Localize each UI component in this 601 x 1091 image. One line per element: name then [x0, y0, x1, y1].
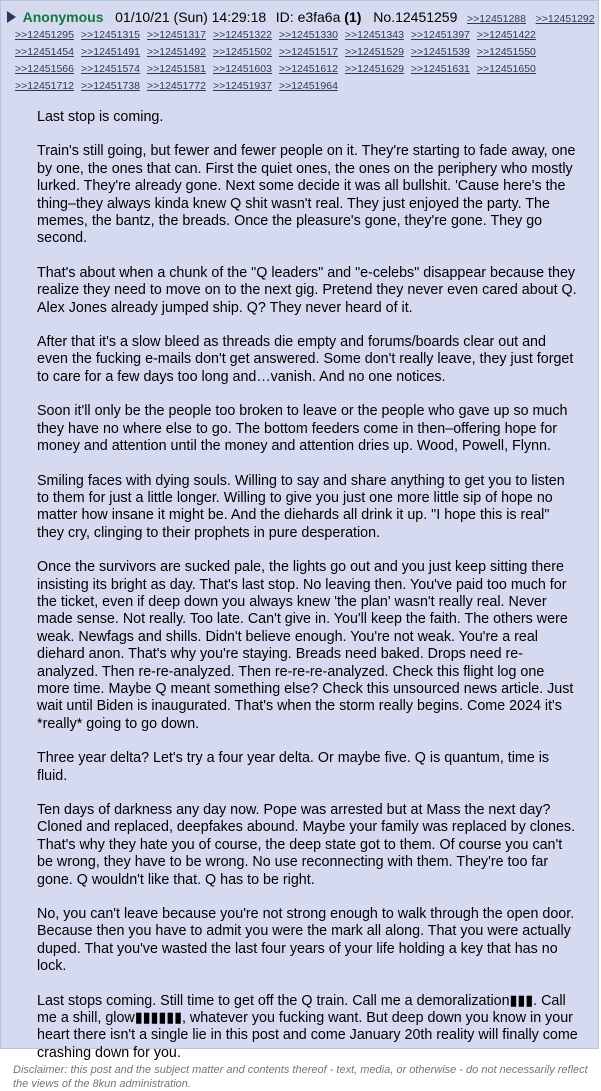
backlink[interactable]: >>12451330 — [278, 29, 338, 41]
backlink[interactable]: >>12451566 — [15, 63, 74, 75]
backlink[interactable]: >>12451712 — [15, 80, 74, 92]
post-menu-arrow-icon[interactable] — [7, 11, 16, 23]
backlink[interactable]: >>12451539 — [410, 46, 470, 58]
backlink[interactable]: >>12451317 — [146, 29, 206, 41]
backlink[interactable]: >>12451550 — [476, 46, 536, 58]
post-date: 01/10/21 (Sun) 14:29:18 — [115, 9, 267, 25]
backlink[interactable]: >>12451517 — [278, 46, 338, 58]
post-paragraph: Ten days of darkness any day now. Pope was arrested but at Mass the next day? Cloned and replaced, deepfakes abound. Maybe your family was replaced by clones. That's why they hate you of course, the deep state got to them. Of course you can't be wrong, they have to be wrong. No use reconnecting with them. They're too far gone. Q wouldn't like that. Q has to be right. — [37, 802, 576, 888]
backlink[interactable]: >>12451581 — [146, 63, 206, 75]
backlink[interactable]: >>12451295 — [15, 29, 74, 41]
post-paragraph: Smiling faces with dying souls. Willing to say and share anything to get you to listen to them for just a little longer. Willing to give you just one more little sip of hope no matter how insane it might be. And the diehards all drink it up. "I hope this is real" they cry, clinging to their prophets in pure desperation. — [37, 472, 565, 541]
poster-id[interactable] — [276, 9, 366, 25]
post-paragraph: Soon it'll only be the people too broken to leave or the people who gave up so much they have no where else to go. The bottom feeders come in then–offering hope for money and attention until the money and attention dries up. Wood, Powell, Flynn. — [37, 403, 568, 455]
backlink[interactable]: >>12451315 — [80, 29, 140, 41]
post-body — [1, 95, 598, 1062]
backlink[interactable]: >>12451322 — [212, 29, 272, 41]
post-disclaimer: Disclaimer: this post and the subject matter and contents thereof - text, media, or otherwise - do not necessarily reflect the views of the 8kun administration. — [13, 1064, 588, 1090]
backlink[interactable]: >>12451502 — [212, 46, 272, 58]
backlink[interactable]: >>12451397 — [410, 29, 470, 41]
backlinks-list — [1, 27, 598, 95]
backlink[interactable]: >>12451772 — [146, 80, 206, 92]
backlink[interactable]: >>12451629 — [344, 63, 404, 75]
backlink[interactable]: >>12451491 — [80, 46, 140, 58]
post-paragraph: Once the survivors are sucked pale, the lights go out and you just keep sitting there insisting its bright as day. That's last stop. No leaving then. You've paid too much for the ticket, even if deep down you always knew 'the plan' wasn't really real. Never made sense. Not really. Too late. Can't give in. You'll keep the faith. The others were weak. Newfags and shills. Didn't believe enough. You're not weak. You're a real diehard anon. That's why you're staying. Breads need baked. Drops need re-analyzed. Then re-re-analyzed. Then re-re-re-analyzed. Check this flight log one more time. Maybe Q meant something else? Check this unsourced news article. Just wait until Biden is inaugurated. That's when the storm really begins. Come 2024 it's *really* going to go down. — [37, 559, 574, 732]
backlink[interactable]: >>12451288 — [467, 13, 526, 25]
post-paragraph: Three year delta? Let's try a four year delta. Or maybe five. Q is quantum, time is fluid. — [37, 750, 550, 784]
backlink[interactable]: >>12451603 — [212, 63, 272, 75]
post-paragraph: After that it's a slow bleed as threads die empty and forums/boards clear out and even the fucking e-mails don't get answered. Some don't really leave, they just forget to care for a few days too long and…vanish. And no one notices. — [37, 334, 574, 385]
backlink[interactable]: >>12451738 — [80, 80, 140, 92]
post-header — [1, 1, 598, 27]
backlink[interactable]: >>12451292 — [535, 13, 595, 25]
post-paragraph: Last stop is coming. — [37, 109, 164, 125]
backlink[interactable]: >>12451343 — [344, 29, 404, 41]
post-paragraph: No, you can't leave because you're not strong enough to walk through the open door. Because then you have to admit you were the mark all along. That you were actually duped. That you've wasted the last four years of your life holding a key that has no lock. — [37, 906, 575, 975]
backlink[interactable]: >>12451529 — [344, 46, 404, 58]
backlink[interactable]: >>12451964 — [278, 80, 338, 92]
backlink[interactable]: >>12451650 — [476, 63, 536, 75]
poster-id-count: (1) — [344, 9, 362, 25]
poster-id-value[interactable]: e3fa6a — [297, 9, 341, 25]
post-paragraph: That's about when a chunk of the "Q leaders" and "e-celebs" disappear because they realize they need to move on to the next gig. Pretend they never even cared about Q. Alex Jones already jumped ship. Q? They never heard of it. — [37, 264, 577, 316]
post-paragraph: Train's still going, but fewer and fewer people on it. They're starting to fade away, one by one, the ones that can. First the quiet ones, the ones on the periphery who mostly lurked. They're already gone. Next some decide it was all bullshit. 'Cause here's the thing–they always kinda knew Q shit wasn't real. They just enjoyed the party. The memes, the bantz, the breads. Once the pleasure's gone, they're gone. They go second. — [37, 143, 576, 247]
backlink[interactable]: >>12451937 — [212, 80, 272, 92]
backlink[interactable]: >>12451454 — [15, 46, 74, 58]
post-number[interactable]: No.12451259 — [373, 9, 458, 25]
poster-id-label: ID: — [275, 9, 294, 25]
backlink[interactable]: >>12451612 — [278, 63, 338, 75]
backlink[interactable]: >>12451422 — [476, 29, 536, 41]
backlink[interactable]: >>12451631 — [410, 63, 470, 75]
backlink[interactable]: >>12451574 — [80, 63, 140, 75]
poster-name: Anonymous — [22, 9, 104, 25]
inline-backlinks — [461, 10, 595, 25]
backlink[interactable]: >>12451492 — [146, 46, 206, 58]
post-paragraph: Last stops coming. Still time to get off the Q train. Call me a demoralization▮▮▮. Call me a shill, glow▮▮▮▮▮▮, whatever you fucking want. But deep down you know in your heart there isn't a single lie in this post and come January 20th reality will finally come crashing down for you. — [37, 992, 578, 1061]
